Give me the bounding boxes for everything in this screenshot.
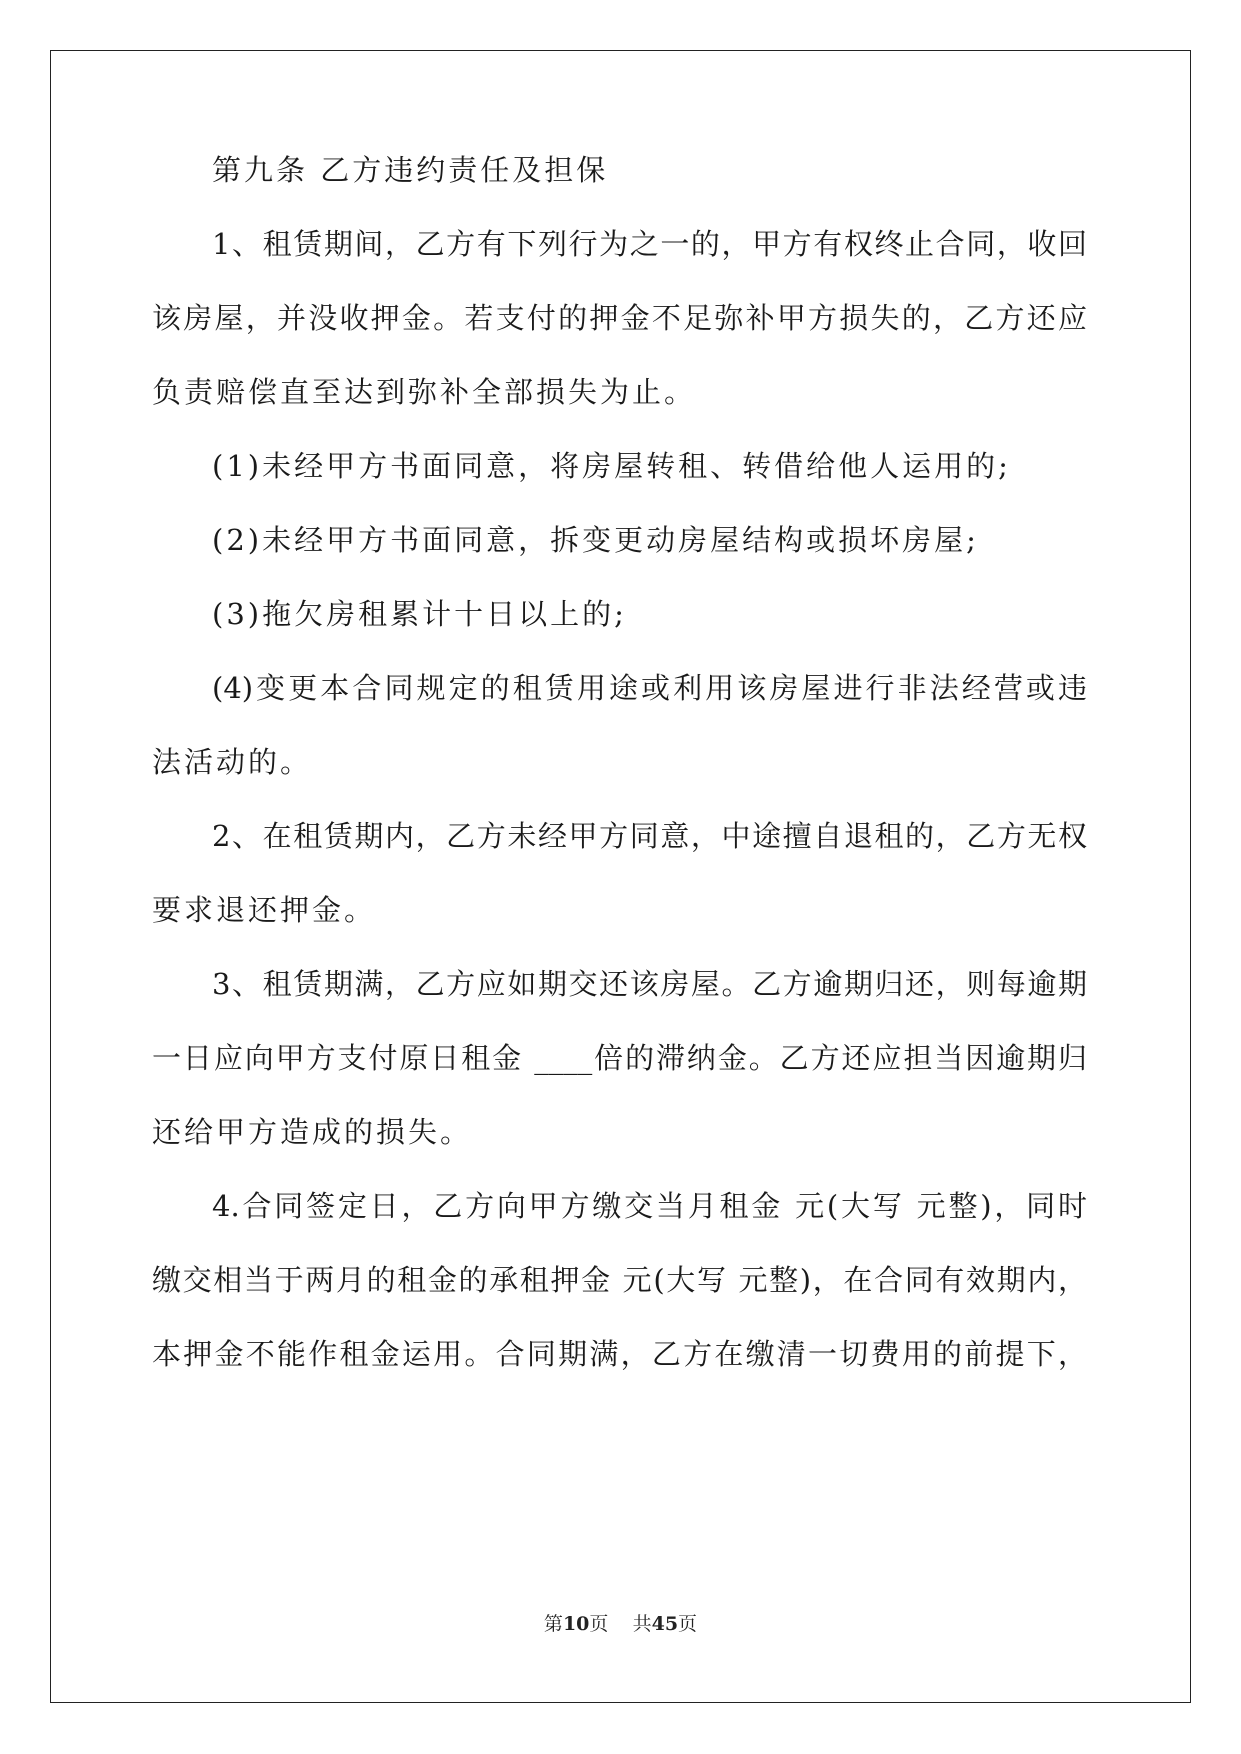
clause-2-line-2: 要求退还押金。 [152, 893, 377, 927]
clause-4-line-2: 缴交相当于两月的租金的承租押金 元(大写 元整)，在合同有效期内， [152, 1263, 1087, 1297]
clause-1-line-3: 负责赔偿直至达到弥补全部损失为止。 [152, 375, 697, 409]
clause-4-line-1: 4.合同签定日，乙方向甲方缴交当月租金 元(大写 元整)，同时 [212, 1189, 1087, 1223]
total-suffix: 页 [678, 1613, 698, 1635]
clause-1-line-2: 该房屋，并没收押金。若支付的押金不足弥补甲方损失的，乙方还应 [152, 301, 1087, 335]
page-suffix: 页 [589, 1613, 609, 1635]
list-item-3: (3)拖欠房租累计十日以上的; [212, 597, 627, 631]
list-item-4-line-2: 法活动的。 [152, 745, 313, 779]
clause-3-line-1: 3、租赁期满，乙方应如期交还该房屋。乙方逾期归还，则每逾期 [212, 967, 1087, 1001]
clause-3-line-2: 一日应向甲方支付原日租金 ____倍的滞纳金。乙方还应担当因逾期归 [152, 1041, 1087, 1075]
page-footer [0, 1612, 1241, 1636]
total-prefix: 共 [632, 1613, 652, 1635]
clause-4-line-3: 本押金不能作租金运用。合同期满，乙方在缴清一切费用的前提下， [152, 1337, 1087, 1371]
list-item-2: (2)未经甲方书面同意，拆变更动房屋结构或损坏房屋; [212, 523, 979, 557]
section-heading: 第九条 乙方违约责任及担保 [212, 153, 609, 187]
page-prefix: 第 [543, 1613, 563, 1635]
list-item-1: (1)未经甲方书面同意，将房屋转租、转借给他人运用的; [212, 449, 1011, 483]
clause-3-line-3: 还给甲方造成的损失。 [152, 1115, 473, 1149]
clause-1-line-1: 1、租赁期间，乙方有下列行为之一的，甲方有权终止合同，收回 [212, 227, 1087, 261]
list-item-4-line-1: (4)变更本合同规定的租赁用途或利用该房屋进行非法经营或违 [212, 671, 1087, 705]
current-page-number: 10 [562, 1613, 590, 1635]
page-border [50, 50, 1191, 1703]
total-page-count: 45 [651, 1613, 679, 1635]
clause-2-line-1: 2、在租赁期内，乙方未经甲方同意，中途擅自退租的，乙方无权 [212, 819, 1087, 853]
